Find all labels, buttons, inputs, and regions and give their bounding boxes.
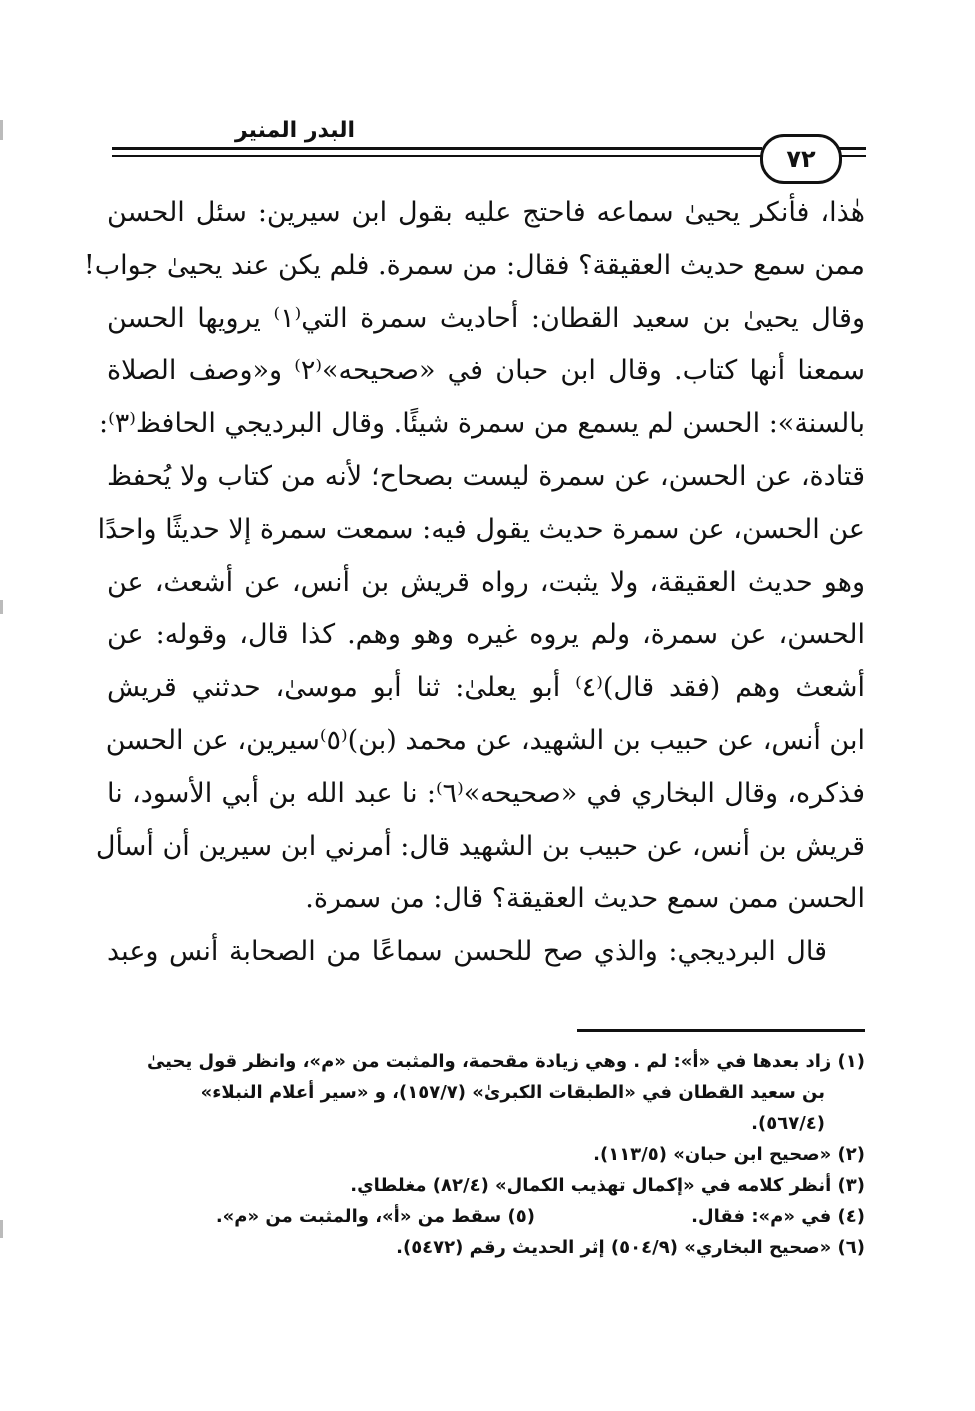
text-line: ممن سمع حديث العقيقة؟ فقال: من سمرة. فلم يكن عند يحيىٰ جواب! (83, 249, 865, 281)
text-line: وهو حديث العقيقة، ولا يثبت، رواه قريش بن أنس، عن أشعث، عن (107, 566, 865, 598)
text-line: عن الحسن، عن سمرة حديث يقول فيه: سمعت سمرة إلا حديثًا واحدًا (97, 513, 865, 545)
footnote-1-continued: (٥٦٧/٤). (751, 1113, 825, 1134)
text-line: قريش بن أنس، عن حبيب بن الشهيد قال: أمرني ابن سيرين أن أسأل (95, 830, 865, 862)
text-line: سمعنا أنها كتاب. وقال ابن حبان في «صحيحه»⁽٢⁾ و«وصف الصلاة (107, 355, 865, 387)
scan-edge-mark (0, 1220, 3, 1238)
footnote-5: (٥) سقط من «أ»، والمثبت من «م». (215, 1206, 535, 1227)
footnotes (107, 1046, 865, 1263)
scan-edge-mark (0, 120, 3, 140)
text-line: هٰذا، فأنكر يحيىٰ سماعه فاحتج عليه بقول ابن سيرين: سئل الحسن (107, 197, 865, 228)
header-rule-top (112, 147, 762, 150)
scan-edge-mark (0, 600, 3, 614)
footnote-separator (577, 1029, 865, 1032)
text-line: بالسنة»: الحسن لم يسمع من سمرة شيئًا. وقال البرديجي الحافظ⁽٣⁾: (99, 408, 865, 440)
header-rule-bottom (112, 155, 762, 157)
footnote-1: (١) زاد بعدها في «أ»: لم . وهي زيادة مقحمة، والمثبت من «م»، وانظر قول يحيىٰ (146, 1051, 865, 1072)
page-number: ٧٢ (760, 134, 842, 184)
footnote-4: (٤) في «م»: فقال. (691, 1206, 865, 1227)
text-line: الحسن، عن سمرة، ولم يروه غيره وهو وهم. كذا قال، وقوله: عن (107, 619, 865, 651)
text-line: قتادة، عن الحسن، عن سمرة ليست بصحاح؛ لأنه من كتاب ولا يُحفظ (107, 460, 865, 492)
text-line: ابن أنس، عن حبيب بن الشهيد، عن محمد (بن)⁽٥⁾سيرين، عن الحسن (105, 724, 865, 756)
text-line: أشعث وهم (فقد قال)⁽٤⁾ أبو يعلىٰ: ثنا أبو موسىٰ، حدثني قريش (107, 672, 865, 704)
footnote-6: (٦) «صحيح البخاري» (٥٠٤/٩) إثر الحديث رقم (٥٤٧٢). (396, 1237, 865, 1258)
text-line: وقال يحيىٰ بن سعيد القطان: أحاديث سمرة التي⁽١⁾ يرويها الحسن (107, 302, 865, 334)
footnote-row (107, 1201, 865, 1232)
text-line: فذكره، وقال البخاري في «صحيحه»⁽٦⁾: نا عبد الله بن أبي الأسود، نا (107, 777, 865, 809)
footnote-1-continued: بن سعيد القطان في «الطبقات الكبرىٰ» (١٥٧/٧)، و «سير أعلام النبلاء» (200, 1082, 825, 1103)
footnote-3: (٣) أنظر كلامه في «إكمال تهذيب الكمال» (٨٢/٤) مغلطاي. (350, 1175, 865, 1196)
footnote-2: (٢) «صحيح ابن حبان» (١١٣/٥). (593, 1144, 865, 1165)
text-line: قال البرديجي: والذي صح للحسن سماعًا من الصحابة أنس وعبد (107, 936, 827, 968)
main-text (83, 187, 865, 979)
book-title: البدر المنير (234, 118, 355, 143)
text-line: الحسن ممن سمع حديث العقيقة؟ قال: من سمرة. (305, 883, 865, 915)
